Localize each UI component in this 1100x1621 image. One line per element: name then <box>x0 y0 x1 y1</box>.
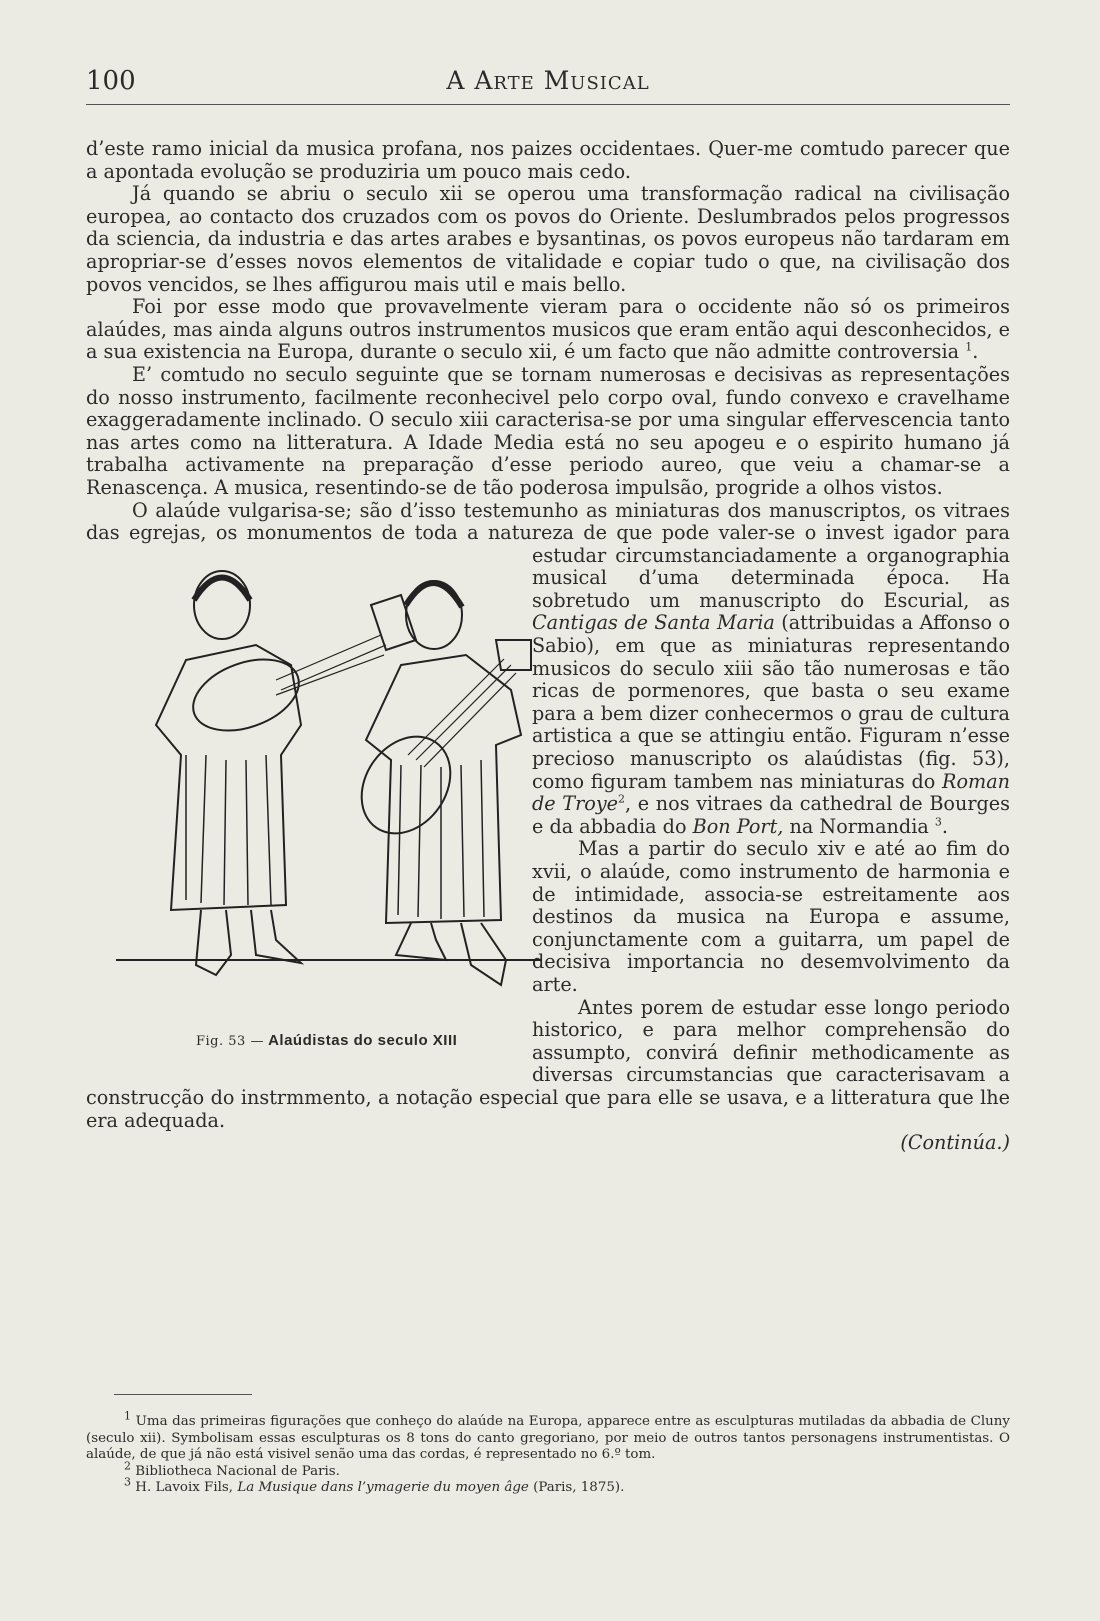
footnote-ref-1[interactable]: 1 <box>965 340 973 354</box>
figure-caption <box>150 1030 457 1054</box>
page-number: 100 <box>86 66 136 96</box>
paragraph-7: Antes porem de estudar esse longo periodo historico, e para melhor comprehensão do assumpto, convirá definir methodicamente as diversas circumstancias que caracterisavam a construcção do instrmmento, a notação especial que para elle se usava, e a litteratura que lhe era adequada. <box>86 995 1010 1132</box>
paragraph-6: Mas a partir do seculo xiv e até ao fim do xvii, o alaúde, como instrumento de harmonia e de intimidade, associa-se estreitamente aos destinos da musica na Europa e assume, conjunctamente com a guitarra, um papel de decisiva importancia no desemvolvimento da arte. <box>532 837 1010 996</box>
paragraph-4: E’ comtudo no seculo seguinte que se tornam numerosas e decisivas as representações do nosso instrumento, facilmente reconhecivel pelo corpo oval, fundo convexo e cravelhame exaggeradamente inclinado. O seculo xiii caracterisa-se por uma singular effervescencia tanto nas artes como na litteratura. A Idade Media está no seu apogeu e o espirito humano já trabalha activamente na preparação d’esse periodo aureo, que veiu a chamar-se a Renascença. A musica, resentindo-se de tão poderosa impulsão, progride a olhos vistos. <box>86 362 1010 499</box>
figure-53 <box>70 545 520 1083</box>
figure-label: Fig. 53 — <box>196 1033 264 1049</box>
journal-title: A Arte Musical <box>446 66 650 95</box>
footnote-2: $^2$ Bibliotheca Nacional de Paris. <box>124 1459 340 1479</box>
footnote-ref[interactable]: 2 <box>618 792 626 806</box>
continued-note: (Continúa.) <box>900 1131 1010 1155</box>
footnote-3: $^3$ H. Lavoix Fils, La Musique dans l’ymagerie du moyen âge (Paris, 1875). <box>124 1475 625 1496</box>
article-body <box>86 138 1010 1155</box>
lute-players-illustration <box>116 545 566 1015</box>
paragraph-3: Foi por esse modo que provavelmente vieram para o occidente não só os primeiros alaúdes, mas ainda alguns outros instrumentos musicos que eram então aqui desconhecidos, e a sua existencia na Europa, durante o seculo xii, é um facto que não admitte controversia $^1$. <box>86 295 1010 364</box>
paragraph-5: O alaúde vulgarisa-se; são d’isso testemunho as miniaturas dos manuscriptos, os vitraes das egrejas, os monumentos de toda a natureza de que pode valer-se o invest Fig. 53 — Alaúdistas do seculo XIII igador para estudar circumstanciadamente a organographia musical d’uma determinada época. Ha sobretudo um manuscripto do Escurial, as Cantigas de Santa Maria (attribuidas a Affonso o Sabio), em que as miniaturas representando musicos do seculo xiii são tão numerosas e tão ricas de pormenores, que basta o seu exame para a bem dizer conhecermos o grau de cultura artistica a que se attingiu então. Figuram n’esse precioso manuscripto os alaúdistas (fig. 53), como figuram tambem nas miniaturas do Roman de Troye$^2$, e nos vitraes da cathedral de Bourges e da abbadia do Bon Port, na Normandia $^3$. <box>86 500 1010 839</box>
header-rule <box>86 104 1010 105</box>
footnote-ref[interactable]: 3 <box>934 815 942 829</box>
footnote-rule <box>114 1394 252 1395</box>
running-header <box>86 66 1010 102</box>
paragraph-2: Já quando se abriu o seculo xii se operou uma transformação radical na civilisação europea, ao contacto dos cruzados com os povos do Oriente. Deslumbrados pelos progressos da sciencia, da industria e das artes arabes e bysantinas, os povos europeus não tardaram em apropriar-se d’esses novos elementos de vitalidade e copiar tudo o que, na civilisação dos povos vencidos, se lhes affigurou mais util e mais bello. <box>86 182 1010 296</box>
footnote-1: $^1$ Uma das primeiras figurações que conheço do alaúde na Europa, apparece entre as esculpturas mutiladas da abbadia de Cluny (seculo xii). Symbolisam essas esculpturas os 8 tons do canto gregoriano, por meio de outros tantos personagens instrumentistas. O alaúde, de que já não está visivel senão uma das cordas, é representado no 6.º tom. <box>86 1409 1010 1463</box>
figure-title: Alaúdistas do seculo XIII <box>268 1031 458 1049</box>
footnotes <box>86 1409 1010 1497</box>
paragraph-1: d’este ramo inicial da musica profana, nos paizes occidentaes. Quer-me comtudo parecer que a apontada evolução se produziria um pouco mais cedo. <box>86 137 1010 183</box>
